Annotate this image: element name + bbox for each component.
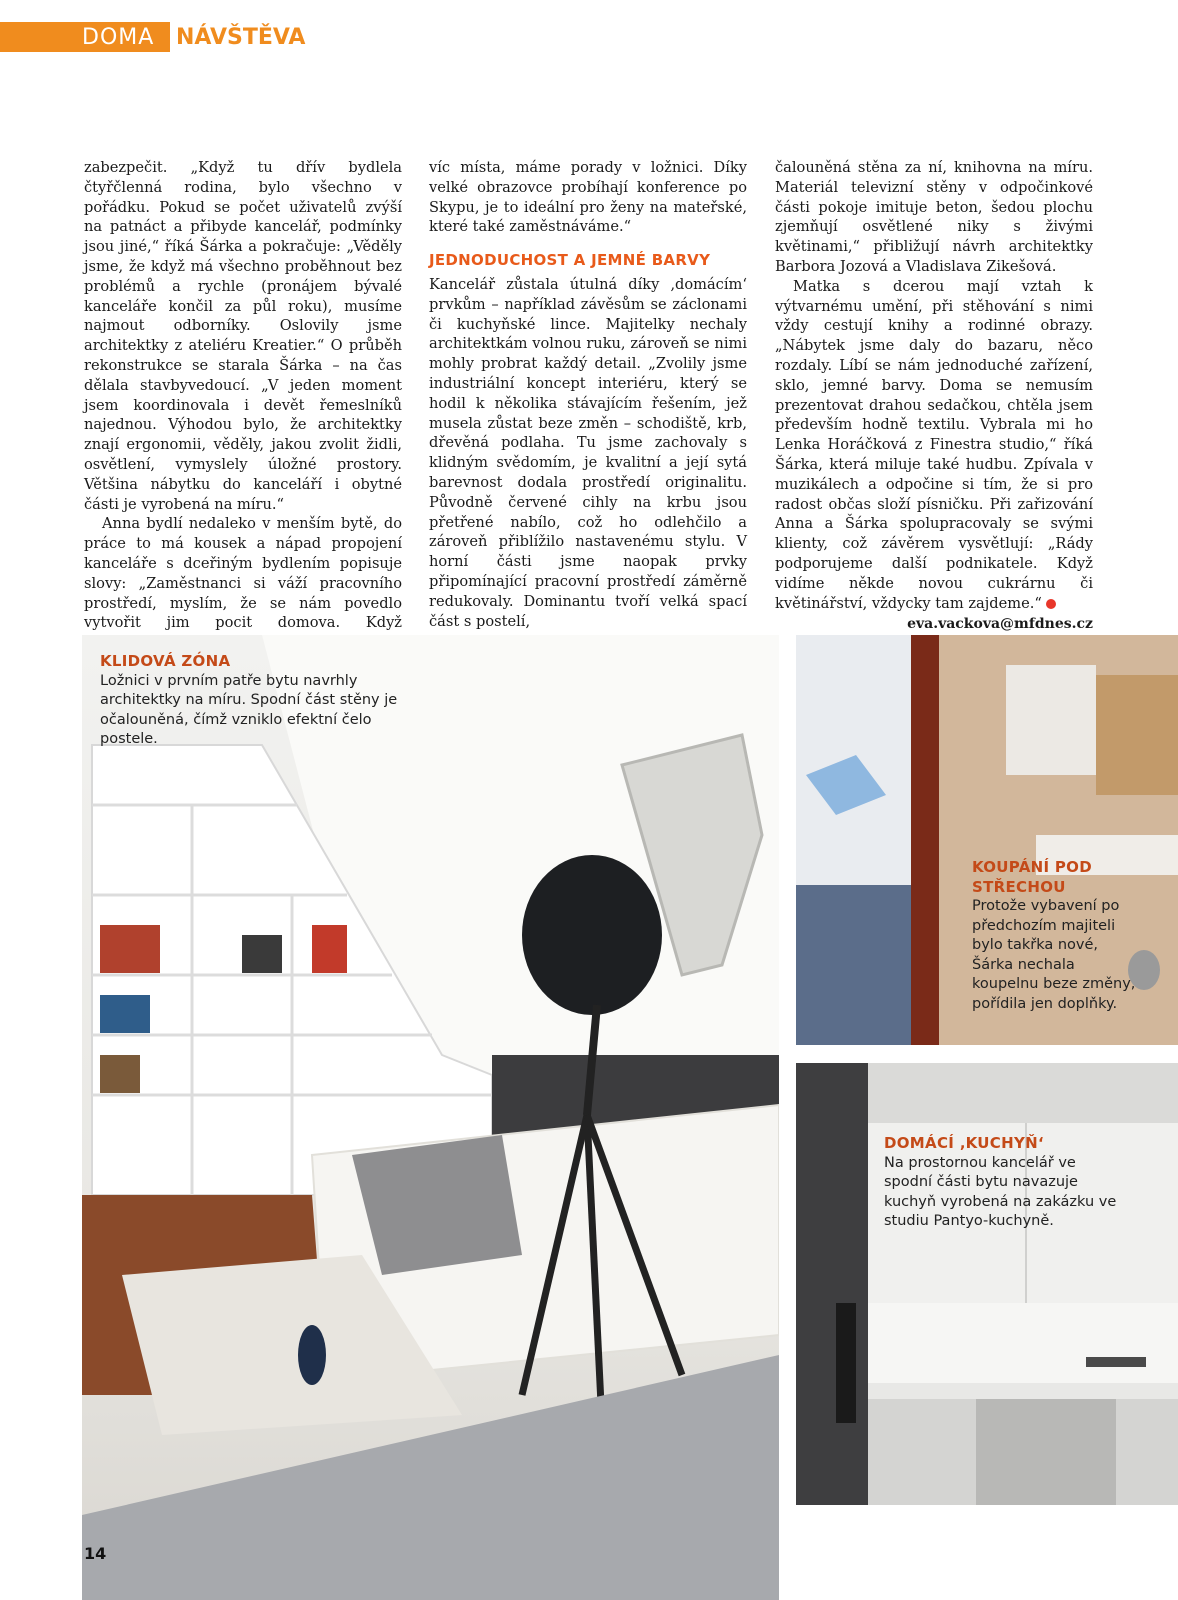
bedroom-illustration <box>82 635 779 1600</box>
paragraph: víc místa, máme porady v ložnici. Díky velké obrazovce probíhají konference po Skypu, je to ideální pro ženy na mateřské, které také zaměstnáváme.“ <box>429 159 747 236</box>
author-email: eva.vackova@mfdnes.cz <box>907 616 1093 633</box>
end-mark-icon <box>1046 599 1056 609</box>
article-column-1 <box>84 158 402 653</box>
kitchen-illustration <box>796 1063 1178 1505</box>
section-header <box>0 22 306 52</box>
caption-text: Na prostornou kancelář ve spodní části bytu navazuje kuchyň vyrobená na zakázku ve studiu Pantyo-kuchyně. <box>884 1154 1117 1229</box>
caption-bedroom <box>100 652 400 750</box>
paragraph: čalouněná stěna za ní, knihovna na míru. Materiál televizní stěny v odpočinkové části pokoje imituje beton, šedou plochu zjemňují osvětlené niky s živými květinami,“ přibližují návrh architektky Barbora Jozová a Vladislava Zikešová. <box>775 159 1093 275</box>
paragraph: Kancelář zůstala útulná díky ‚domácím‘ prvkům – například závěsům se záclonami či kuchyňské lince. Majitelky nechaly architektkám volnou ruku, zároveň se nimi mohly probrat každý detail. „Zvolily jsme industriální koncept interiéru, který se hodil k několika stávajícím řešením, jež musela zůstat beze změn – schodiště, krb, dřevěná podlaha. Tu jsme zachovaly s klidným svědomím, je kvalitní a její sytá barevnost dodala prostředí originalitu. Původně červené cihly na krbu jsou přetřené nabílo, což ho odlehčilo a zároveň přiblížilo nastavenému stylu. V horní části jsme naopak prvky připomínající pracovní prostředí záměrně redukovaly. Dominantu tvoří velká spací část s postelí, <box>429 275 747 630</box>
subheading: JEDNODUCHOST A JEMNÉ BARVY <box>429 251 711 270</box>
article-column-2 <box>429 158 747 631</box>
article-column-3 <box>775 158 1093 635</box>
paragraph-text: Matka s dcerou mají vztah k výtvarnému umění, při stěhování s nimi vždy cestují knihy a rodinné obrazy. „Nábytek jsme daly do bazaru, něco rozdaly. Líbí se nám jednoduché zařízení, sklo, jemné barvy. Doma se nemusím prezentovat drahou sedačkou, chtěla jsem především hodně textilu. Vybrala mi ho Lenka Horáčková z Finestra studio,“ říká Šárka, která miluje také hudbu. Zpívala v muzikálech a odpočine si tím, že si pro radost občas složí písničku. Při zařizování Anna a Šárka spolupracovaly se svými klienty, což závěrem vysvětlují: „Rády podporujeme další podnikatele. Když vidíme někde novou cukrárnu či květinářství, vždycky tam zajdeme.“ <box>775 277 1093 612</box>
paragraph: Anna bydlí nedaleko v menším bytě, do práce to má kousek a nápad propojení kanceláře s dceřiným bydlením popisuje slovy: „Zaměstnanci si váží pracovního prostředí, myslím, že se nám povedlo vytvořit jim pocit domova. Když <box>84 515 402 632</box>
caption-title: KLIDOVÁ ZÓNA <box>100 652 231 670</box>
caption-kitchen <box>884 1134 1124 1232</box>
page-number: 14 <box>84 1544 107 1563</box>
kitchen-photo <box>796 1063 1178 1505</box>
bedroom-photo <box>82 635 779 1600</box>
caption-title: KOUPÁNÍ POD STŘECHOU <box>972 858 1092 896</box>
paragraph-last <box>775 277 1093 614</box>
section-title: NÁVŠTĚVA <box>176 25 306 50</box>
magazine-brand: DOMA <box>82 25 155 50</box>
caption-title: DOMÁCÍ ‚KUCHYŇ‘ <box>884 1134 1044 1152</box>
paragraph: zabezpečit. „Když tu dřív bydlela čtyřčlenná rodina, bylo všechno v pořádku. Pokud se počet uživatelů zvýší na patnáct a přibyde kancelář, podmínky jsou jiné,“ říká Šárka a pokračuje: „Věděly jsme, že když má všechno proběhnout bez problémů a rychle (pronájem bývalé kanceláře končil za půl roku), musíme najmout odborníky. Oslovily jsme architektky z ateliéru Kreatier.“ O průběh rekonstrukce se starala Šárka – na čas dělala stavbyvedoucí. „V jeden moment jsem koordinovala i devět řemeslníků najednou. Výhodou bylo, že architektky znají ergonomii, věděly, jakou zvolit židli, osvětlení, vymyslely úložné prostory. Většina nábytku do kanceláří i obytné části je vyrobená na míru.“ <box>84 159 402 513</box>
caption-bathroom <box>972 858 1142 1014</box>
caption-text: Ložnici v prvním patře bytu navrhly architektky na míru. Spodní část stěny je očalouněná, čímž vzniklo efektní čelo postele. <box>100 672 398 747</box>
caption-text: Protože vybavení po předchozím majiteli bylo takřka nové, Šárka nechala koupelnu beze změny, pořídila jen doplňky. <box>972 898 1136 1012</box>
